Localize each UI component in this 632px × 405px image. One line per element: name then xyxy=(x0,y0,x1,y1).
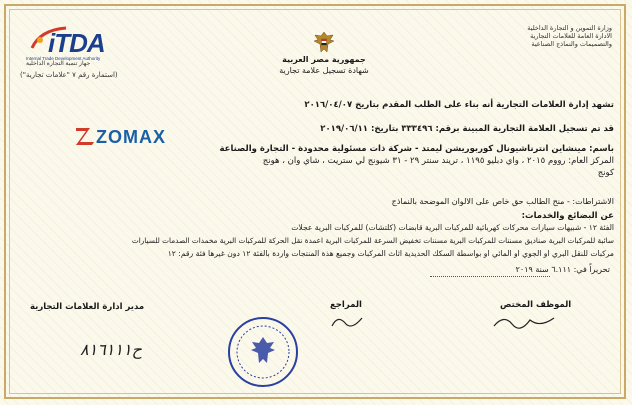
form-number: (استمارة رقم ٧ "علامات تجارية") xyxy=(20,71,118,79)
republic-title: جمهورية مصر العربية xyxy=(282,55,366,64)
owner-line: باسم: مينشاين انترناشيونال كوربوريشن ليمتد - شركة ذات مسئولية محدودة - التجارة والصناعة xyxy=(219,144,614,154)
itda-ar-name: جهاز تنمية التجارة الداخلية xyxy=(26,61,91,67)
goods-line: مركبات للنقل البري او الجوي او المائي او بواسطة السكك الحديدية اثاث المركبات وجميع هذة المنتجات واردة بالفئة ١٢ دون غيرها فئة رقم: ١٢ xyxy=(167,249,614,258)
ministry-line: والتصميمات والنماذج الصناعية xyxy=(531,40,612,48)
reviewer-signature-icon xyxy=(328,312,368,332)
registration-line: قد تم تسجيل العلامة التجارية المبينة برقم: ٣٣٣٤٩٦ بتاريخ: ٢٠١٩/٠٦/١١ xyxy=(320,124,614,134)
certificate-title: شهادة تسجيل علامة تجارية xyxy=(279,66,369,75)
ministry-line: الادارة العامة للعلامات التجارية xyxy=(530,32,612,40)
director-label: مدير ادارة العلامات التجارية xyxy=(30,302,145,312)
zomax-mark-text: ZOMAX xyxy=(96,127,166,147)
address-line: كونج xyxy=(597,168,614,178)
itda-en-name: Internal Trade Development Authority xyxy=(26,56,101,61)
intro-line: تشهد إدارة العلامات التجارية أنه بناء على الطلب المقدم بتاريخ ٢٠١٦/٠٤/٠٧ xyxy=(304,100,614,110)
goods-line: سائبة للمركبات البرية صناديق مسننات للمركبات البرية مسننات تخفيض السرعة للمركبات البرية اعمدة نقل الحركة للمركبات البرية مخمدات الصدمات للسيارات xyxy=(131,236,614,245)
official-stamp-icon xyxy=(226,315,300,389)
egypt-eagle-emblem-icon xyxy=(310,30,338,54)
conditions-line: الاشتراطات: - منح الطالب حق خاص على الالوان الموضحة بالنماذج xyxy=(391,197,614,206)
goods-heading: عن البضائع والخدمات: xyxy=(521,211,614,221)
itda-logo-text: iTDA xyxy=(48,28,105,58)
director-signature: ح٨١٦١١١ xyxy=(80,340,142,359)
ministry-line: وزارة التموين و التجارة الداخلية xyxy=(527,24,612,32)
officer-signature-icon xyxy=(490,310,560,334)
address-line: المركز العام: رووم ٢٠١٥ ، واي دبليو ١١٩٥ ، تريند سنتر ٢٩ - ٣١ شيونج لي ستريت ، شاي وان ، هونج xyxy=(262,156,614,166)
goods-line: الفئة ١٢ - شبيهات سيارات محركات كهربائية للمركبات البرية قابضات (كلتشات) للمركبات البرية عجلات xyxy=(291,223,614,232)
officer-label: الموظف المختص xyxy=(500,300,572,310)
date-written: تحريراً في: ٦.١١١ سنة ٢٠١٩ xyxy=(515,265,610,274)
itda-names xyxy=(26,56,126,68)
date-dotted-line xyxy=(430,276,550,277)
reviewer-label: المراجع xyxy=(330,300,362,310)
ministry-header xyxy=(527,24,612,48)
